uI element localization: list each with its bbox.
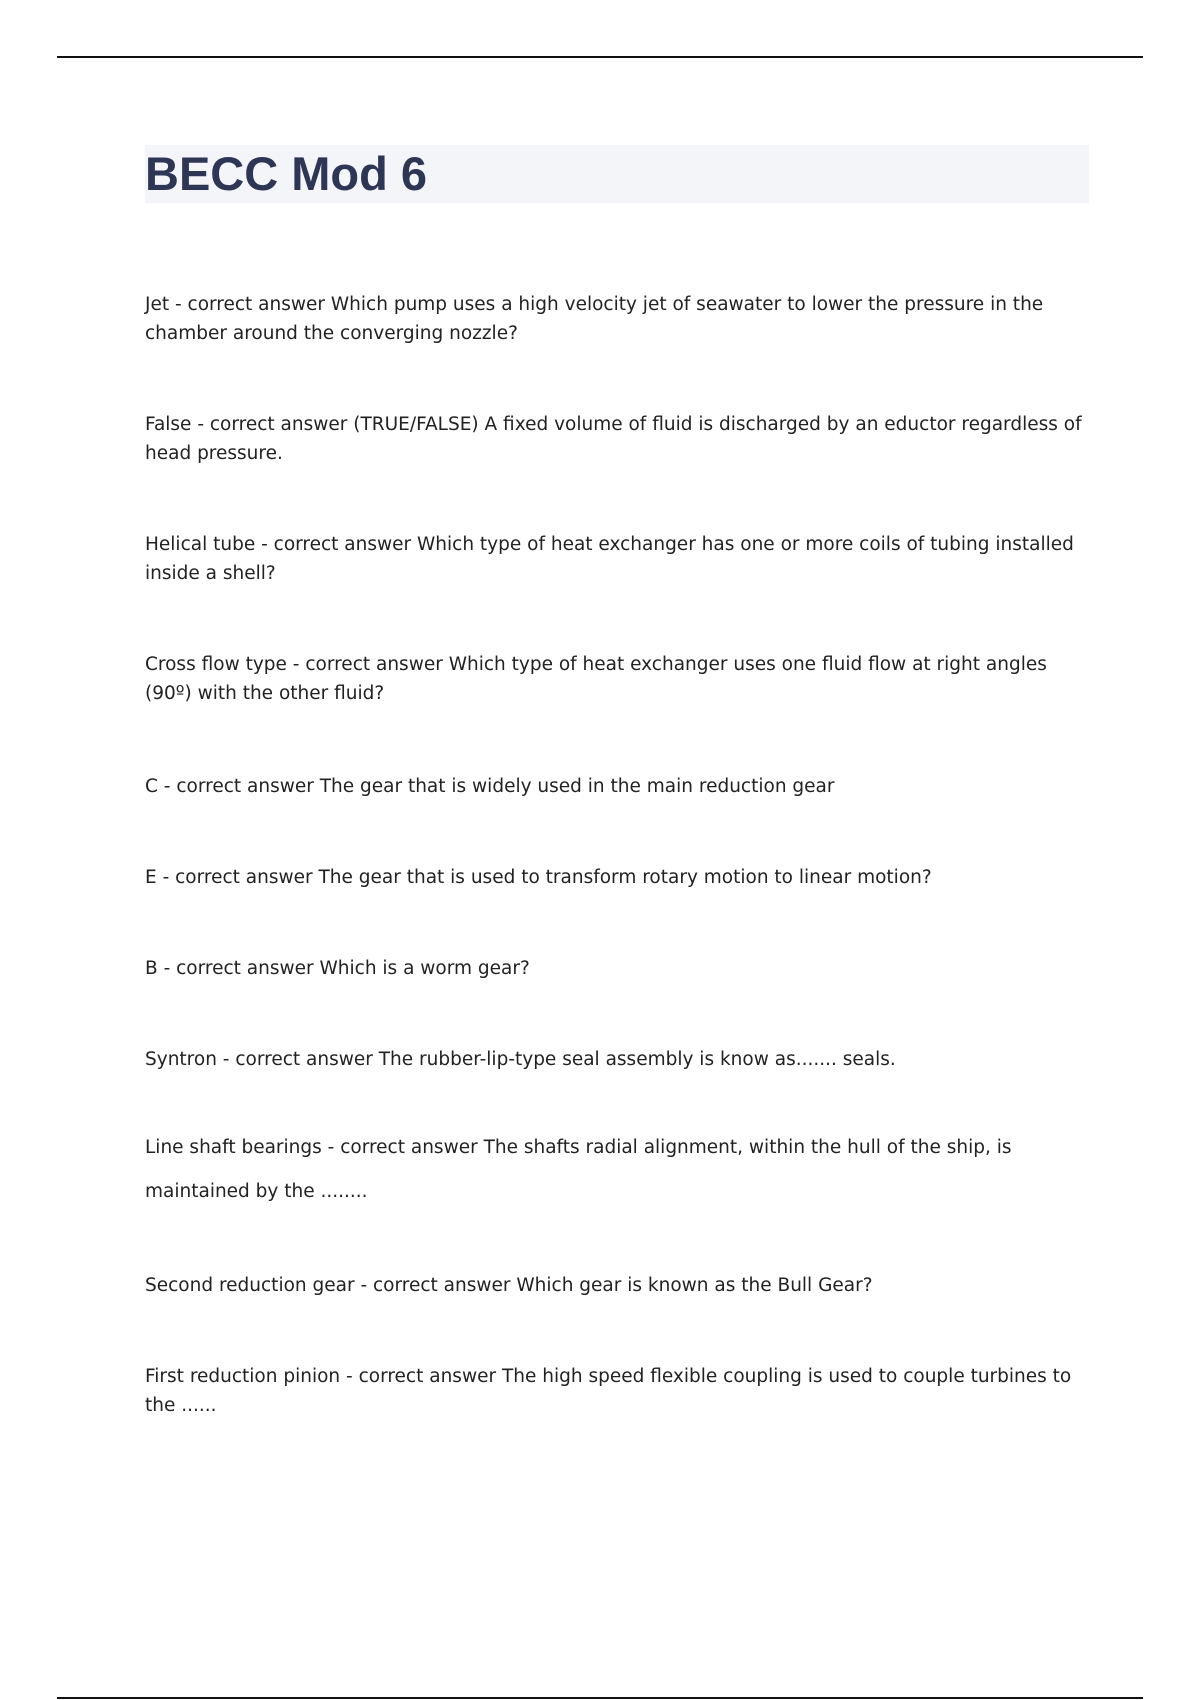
qa-item: Helical tube - correct answer Which type of heat exchanger has one or more coils of tubing installed inside a shell? bbox=[145, 534, 1074, 584]
qa-item: C - correct answer The gear that is widely used in the main reduction gear bbox=[145, 776, 835, 797]
qa-item: Cross flow type - correct answer Which type of heat exchanger uses one fluid flow at right angles (90º) with the other fluid? bbox=[145, 654, 1047, 704]
qa-item: Line shaft bearings - correct answer The shafts radial alignment, within the hull of the ship, is maintained by the ........ bbox=[145, 1137, 1012, 1202]
qa-item: E - correct answer The gear that is used to transform rotary motion to linear motion? bbox=[145, 867, 932, 888]
qa-item: First reduction pinion - correct answer The high speed flexible coupling is used to couple turbines to the ...... bbox=[145, 1366, 1072, 1416]
document-title: BECC Mod 6 bbox=[145, 147, 427, 200]
qa-item: Jet - correct answer Which pump uses a high velocity jet of seawater to lower the pressure in the chamber around the converging nozzle? bbox=[145, 294, 1044, 344]
top-rule bbox=[57, 56, 1143, 58]
bottom-rule bbox=[57, 1697, 1143, 1699]
qa-item: Second reduction gear - correct answer Which gear is known as the Bull Gear? bbox=[145, 1275, 873, 1296]
qa-item: False - correct answer (TRUE/FALSE) A fixed volume of fluid is discharged by an eductor regardless of head pressure. bbox=[145, 414, 1082, 464]
qa-item: B - correct answer Which is a worm gear? bbox=[145, 958, 530, 979]
qa-item: Syntron - correct answer The rubber-lip-type seal assembly is know as....... seals. bbox=[145, 1049, 896, 1070]
